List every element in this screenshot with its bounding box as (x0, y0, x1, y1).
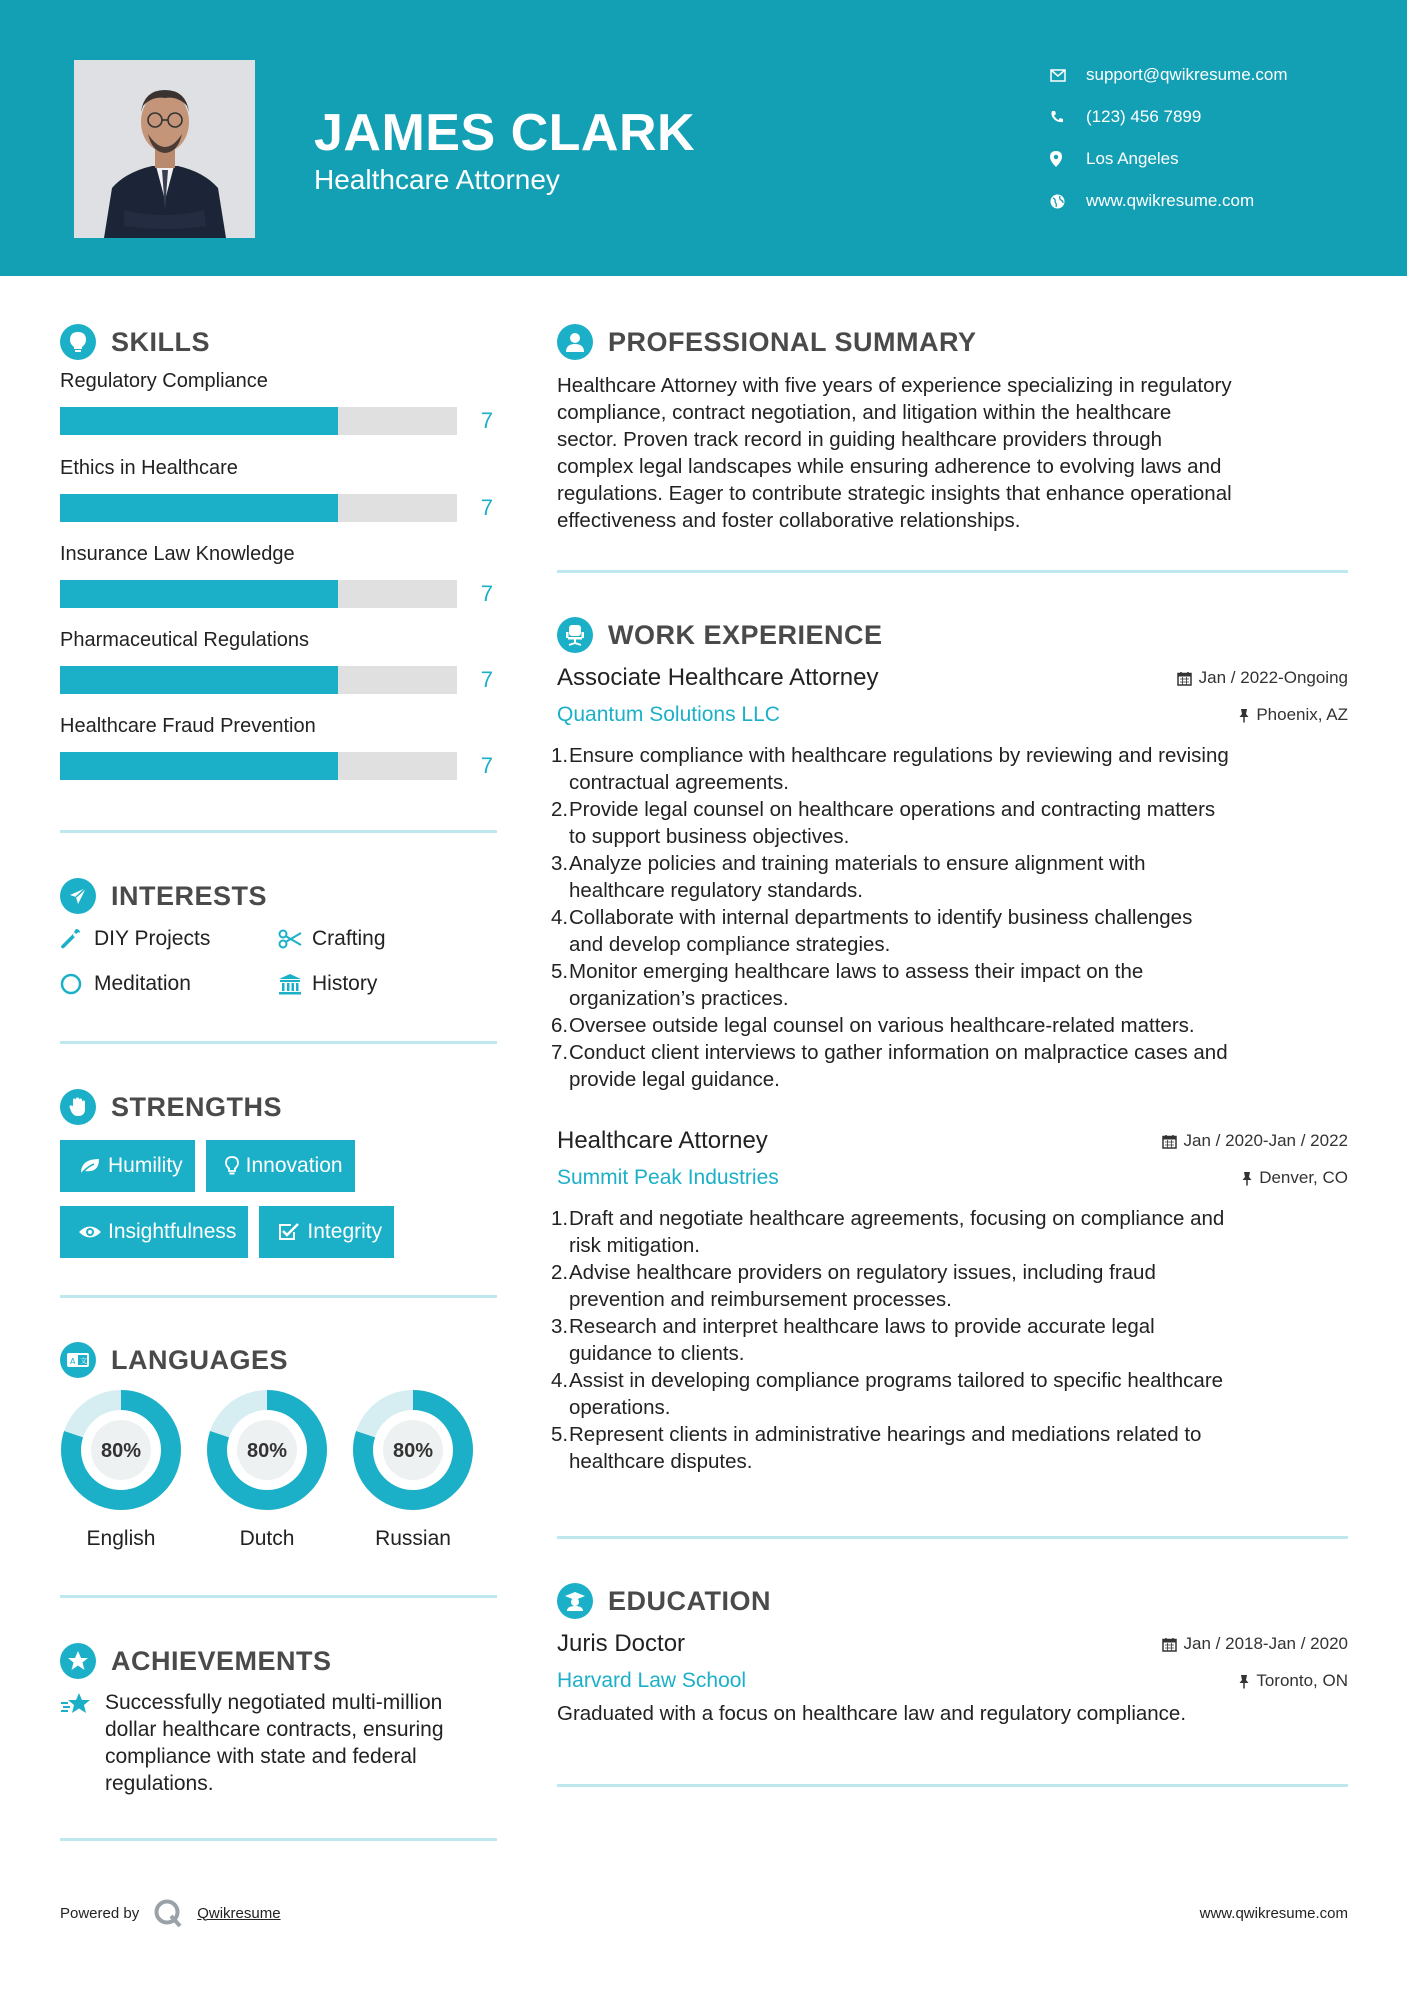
skill-item (60, 368, 497, 455)
resume-header (0, 0, 1407, 276)
duty-item: 3. Research and interpret healthcare laws to provide accurate legal guidance to clients. (551, 1315, 1155, 1365)
strengths-heading (60, 1087, 282, 1127)
skill-value: 7 (480, 495, 493, 520)
language-ring (60, 1389, 182, 1511)
skill-bar (60, 494, 457, 522)
section-divider (60, 1295, 497, 1298)
interest-item (278, 961, 377, 1006)
brand-link[interactable]: Qwikresume (197, 1904, 281, 1922)
pushpin-icon (1239, 1674, 1249, 1689)
contact-website[interactable] (1050, 180, 1288, 222)
paper-plane-icon (60, 878, 96, 914)
section-title: ACHIEVEMENTS (111, 1645, 332, 1676)
svg-text:A: A (70, 1357, 76, 1366)
pushpin-icon (1242, 1171, 1252, 1186)
interests-heading (60, 876, 267, 916)
education-location (1239, 1671, 1348, 1691)
summary-line: effectiveness and foster collaborative relationships. (557, 509, 1021, 532)
duty-item: 1. Ensure compliance with healthcare regulations by reviewing and revising contractual agreements. (551, 744, 1229, 794)
skills-section (60, 322, 210, 362)
section-title: PROFESSIONAL SUMMARY (608, 326, 977, 357)
skill-name: Ethics in Healthcare (60, 457, 238, 479)
svg-text:文: 文 (80, 1357, 87, 1365)
company-name: Summit Peak Industries (557, 1166, 779, 1189)
strength-tag (60, 1206, 248, 1258)
footer-powered-by (60, 1898, 281, 1928)
strength-tag (60, 1140, 195, 1192)
section-title: STRENGTHS (111, 1091, 283, 1122)
candidate-title: Healthcare Attorney (314, 164, 560, 195)
skills-list (60, 368, 497, 799)
globe-icon (1050, 194, 1086, 209)
languages-list (60, 1389, 497, 1550)
job-location (1239, 705, 1348, 725)
section-divider (60, 830, 497, 833)
language-ring (206, 1389, 328, 1511)
summary-line: compliance, contract negotiation, and litigation within the healthcare (557, 401, 1172, 424)
office-chair-icon (557, 617, 593, 653)
skill-bar-fill (60, 580, 338, 608)
job-location (1242, 1168, 1348, 1188)
contact-location (1050, 138, 1288, 180)
profile-photo (74, 60, 255, 238)
skill-item (60, 455, 497, 541)
section-divider (60, 1041, 497, 1044)
strength-label: Insightfulness (108, 1220, 237, 1243)
skill-item (60, 627, 497, 713)
language-name: Russian (375, 1527, 451, 1550)
skill-value: 7 (480, 408, 493, 433)
contact-phone[interactable] (1050, 96, 1288, 138)
language-percent: 80% (100, 1440, 142, 1462)
phone-icon (1050, 110, 1086, 124)
duty-item: 5. Represent clients in administrative hearings and mediations related to healthcare disputes. (551, 1423, 1202, 1473)
skill-value: 7 (480, 581, 493, 606)
calendar-icon (1177, 671, 1192, 686)
strengths-list (60, 1140, 497, 1258)
job-entry (551, 1125, 1348, 1475)
achievement-text-line: compliance with state and federal (105, 1745, 417, 1768)
language-name: English (86, 1527, 156, 1550)
duty-item: 2. Advise healthcare providers on regulatory issues, including fraud prevention and reimbursement processes. (551, 1261, 1156, 1311)
leaf-icon (72, 1157, 108, 1175)
interest-label: History (312, 971, 378, 995)
education-dates-text: Jan / 2018-Jan / 2020 (1183, 1634, 1348, 1653)
contact-email[interactable] (1050, 54, 1288, 96)
section-divider (60, 1838, 497, 1841)
candidate-name: JAMES CLARK (314, 104, 696, 162)
education-description: Graduated with a focus on healthcare law and regulatory compliance. (557, 1702, 1187, 1725)
section-title: WORK EXPERIENCE (608, 619, 883, 650)
skill-value: 7 (480, 667, 493, 692)
skill-name: Pharmaceutical Regulations (60, 629, 310, 651)
language-name: Dutch (239, 1527, 295, 1550)
summary-text (557, 372, 1348, 534)
language-percent: 80% (246, 1440, 288, 1462)
user-icon (557, 324, 593, 360)
section-title: EDUCATION (608, 1585, 771, 1616)
contact-phone-text: (123) 456 7899 (1086, 107, 1202, 126)
section-divider (557, 570, 1348, 573)
scissors-icon (278, 929, 312, 949)
duty-item: 4. Assist in developing compliance programs tailored to specific healthcare operations. (551, 1369, 1224, 1419)
contact-email-text: support@qwikresume.com (1086, 65, 1288, 84)
interest-label: DIY Projects (94, 926, 211, 950)
experience-heading (557, 615, 883, 655)
strength-tag (259, 1206, 394, 1258)
wrench-icon (60, 928, 94, 950)
interest-item (60, 961, 191, 1006)
duty-item: 4. Collaborate with internal departments to identify business challenges and develop compliance strategies. (551, 906, 1193, 956)
skill-bar (60, 666, 457, 694)
star-badge-icon (60, 1643, 96, 1679)
skills-heading (60, 322, 210, 362)
section-title: INTERESTS (111, 880, 268, 911)
duty-item: 5. Monitor emerging healthcare laws to assess their impact on the organization’s practices. (551, 960, 1144, 1010)
skill-name: Regulatory Compliance (60, 370, 268, 392)
duty-item: 3. Analyze policies and training materials to ensure alignment with healthcare regulatory standards. (551, 852, 1146, 902)
language-item (59, 1389, 183, 1551)
summary-line: sector. Proven track record in guiding healthcare providers through (557, 428, 1163, 451)
skill-bar-fill (60, 666, 338, 694)
education-heading (557, 1581, 771, 1621)
skill-item (60, 713, 497, 799)
calendar-icon (1162, 1134, 1177, 1149)
contact-list (1050, 54, 1288, 222)
section-divider (60, 1595, 497, 1598)
skill-item (60, 541, 497, 627)
company-name: Quantum Solutions LLC (557, 703, 780, 726)
summary-line: regulations. Eager to contribute strategic insights that enhance operational (557, 482, 1232, 505)
achievement-item (60, 1689, 497, 1797)
skill-bar-fill (60, 407, 338, 435)
shooting-star-icon (60, 1689, 105, 1797)
job-entry (551, 662, 1348, 1093)
job-dates-text: Jan / 2020-Jan / 2022 (1183, 1131, 1348, 1150)
job-dates (1162, 1131, 1348, 1151)
job-dates (1177, 668, 1348, 688)
circle-icon (60, 973, 94, 995)
summary-heading (557, 322, 977, 362)
contact-website-text: www.qwikresume.com (1086, 191, 1255, 210)
language-percent: 80% (392, 1440, 434, 1462)
section-divider (557, 1784, 1348, 1787)
footer-website[interactable]: www.qwikresume.com (1199, 1905, 1348, 1922)
duty-item: 7. Conduct client interviews to gather information on malpractice cases and provide legal guidance. (551, 1041, 1228, 1091)
job-location-text: Denver, CO (1259, 1168, 1348, 1187)
skill-name: Healthcare Fraud Prevention (60, 715, 316, 737)
eye-icon (72, 1224, 108, 1240)
achievements-heading (60, 1641, 332, 1681)
skill-bar-fill (60, 494, 338, 522)
skill-value: 7 (480, 753, 493, 778)
qwikresume-logo-icon (153, 1898, 183, 1928)
skill-bar (60, 407, 457, 435)
degree-name: Juris Doctor (557, 1630, 686, 1657)
section-title: SKILLS (111, 326, 211, 357)
duties-list (551, 742, 1348, 1093)
calendar-icon (1162, 1637, 1177, 1652)
lightbulb-icon (218, 1156, 246, 1176)
map-pin-icon (1050, 151, 1086, 167)
powered-by-text: Powered by (60, 1904, 140, 1922)
strength-label: Integrity (307, 1220, 383, 1243)
education-entry (557, 1628, 1348, 1727)
contact-location-text: Los Angeles (1086, 149, 1179, 168)
job-title: Associate Healthcare Attorney (557, 664, 879, 691)
interest-label: Meditation (94, 971, 191, 995)
achievement-text-line: Successfully negotiated multi-million (105, 1691, 443, 1714)
lightbulb-icon (60, 324, 96, 360)
achievement-text-line: dollar healthcare contracts, ensuring (105, 1718, 444, 1741)
summary-line: Healthcare Attorney with five years of experience specializing in regulatory (557, 374, 1232, 397)
duty-item: 1. Draft and negotiate healthcare agreements, focusing on compliance and risk mitigation. (551, 1207, 1225, 1257)
check-square-icon (271, 1222, 307, 1242)
graduate-icon (557, 1583, 593, 1619)
duty-item: 6. Oversee outside legal counsel on various healthcare-related matters. (551, 1014, 1195, 1037)
section-title: LANGUAGES (111, 1344, 289, 1375)
interests-list (60, 916, 497, 1006)
pushpin-icon (1239, 708, 1249, 723)
interest-label: Crafting (312, 926, 386, 950)
interest-item (278, 916, 386, 961)
duties-list (551, 1205, 1348, 1475)
skill-name: Insurance Law Knowledge (60, 543, 295, 565)
language-icon (60, 1342, 96, 1378)
language-item (351, 1389, 475, 1551)
strength-label: Innovation (245, 1154, 343, 1177)
education-dates (1162, 1634, 1348, 1654)
summary-line: complex legal landscapes while ensuring adherence to evolving laws and (557, 455, 1222, 478)
job-dates-text: Jan / 2022-Ongoing (1198, 668, 1348, 687)
language-ring (352, 1389, 474, 1511)
achievements-list (60, 1689, 497, 1797)
hand-icon (60, 1089, 96, 1125)
education-location-text: Toronto, ON (1256, 1671, 1348, 1690)
strength-tag (206, 1140, 355, 1192)
museum-icon (278, 973, 312, 995)
duty-item: 2. Provide legal counsel on healthcare operations and contracting matters to support business objectives. (551, 798, 1216, 848)
skill-bar-fill (60, 752, 338, 780)
school-name: Harvard Law School (557, 1669, 747, 1692)
achievement-text-line: regulations. (105, 1772, 214, 1795)
job-title: Healthcare Attorney (557, 1127, 768, 1154)
section-divider (557, 1536, 1348, 1539)
envelope-icon (1050, 69, 1086, 82)
languages-heading (60, 1340, 288, 1380)
skill-bar (60, 580, 457, 608)
language-item (205, 1389, 329, 1551)
skill-bar (60, 752, 457, 780)
strength-label: Humility (108, 1154, 183, 1177)
job-location-text: Phoenix, AZ (1256, 705, 1348, 724)
interest-item (60, 916, 210, 961)
